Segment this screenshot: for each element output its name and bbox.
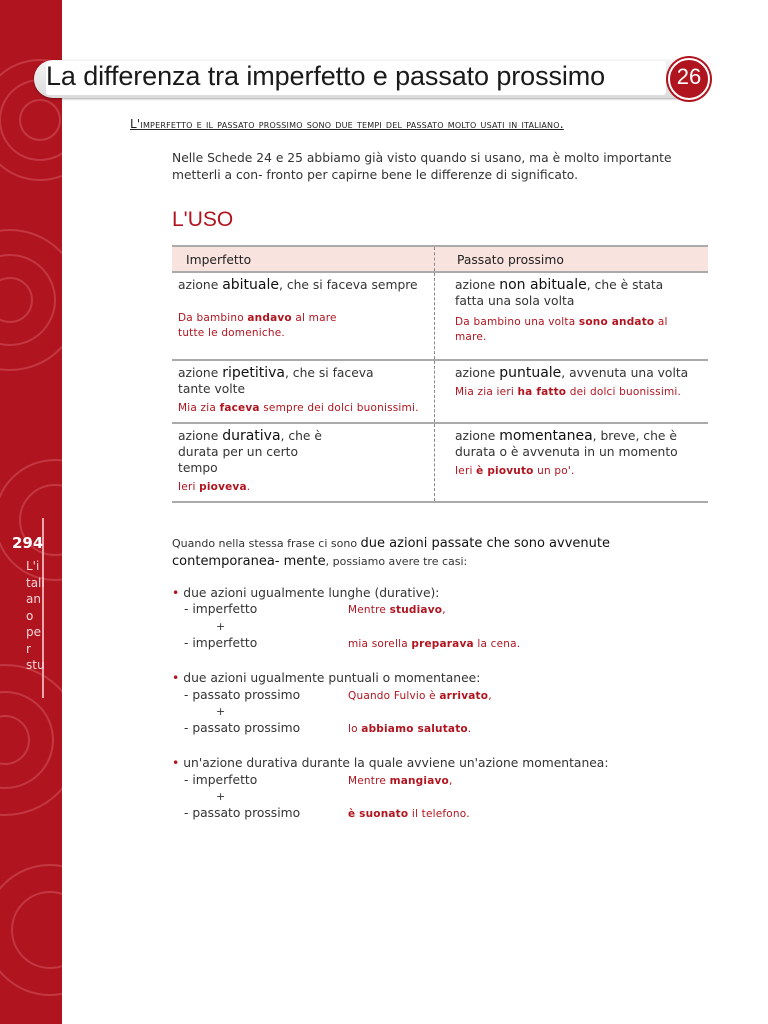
cell-text: , breve, che è durata o è avvenuta in un momento xyxy=(455,429,678,459)
cell-text: , che è stata fatta una sola volta xyxy=(455,278,664,308)
table-cell xyxy=(435,272,709,360)
example-verb: studiavo xyxy=(389,604,443,616)
cell-text: azione xyxy=(455,278,500,292)
cell-text: , che si faceva tante volte xyxy=(178,366,374,396)
table-cell xyxy=(435,360,709,423)
sidebar-text-line: stu xyxy=(26,658,45,672)
case-example xyxy=(348,723,471,735)
example-text: al mare. xyxy=(455,316,668,343)
example-text: mia sorella xyxy=(348,638,412,650)
case-example xyxy=(348,604,446,616)
example-text: la cena. xyxy=(473,638,521,650)
subtitle: L'imperfetto e il passato prossimo sono due tempi del passato molto usati in italiano. xyxy=(130,117,564,131)
note-text: , possiamo avere tre casi: xyxy=(325,555,468,568)
table-cell xyxy=(435,423,709,502)
chapter-number: 26 xyxy=(676,64,702,89)
example-text: Mia zia xyxy=(178,402,220,414)
example-verb: faceva xyxy=(219,402,260,414)
case-tense: - imperfetto xyxy=(184,636,258,650)
plus-sign: + xyxy=(216,620,226,633)
example-text: Quando Fulvio è xyxy=(348,690,440,702)
circles-pattern-icon xyxy=(0,0,62,1024)
cell-text: azione xyxy=(178,366,223,380)
example-verb: preparava xyxy=(411,638,474,650)
sidebar-text-line: r xyxy=(26,641,31,656)
case-tense: - passato prossimo xyxy=(184,806,301,820)
case-heading xyxy=(172,585,439,602)
cell-text: azione xyxy=(455,366,500,380)
sidebar-text-line: L'i xyxy=(26,559,40,573)
cell-text: azione xyxy=(178,278,223,292)
decorative-sidebar xyxy=(0,0,62,1024)
case-tense: - imperfetto xyxy=(184,602,258,616)
case-example xyxy=(348,690,492,702)
sidebar-text-line: an xyxy=(26,592,41,606)
case-heading-text: un'azione durativa durante la quale avviene un'azione momentanea: xyxy=(183,756,609,770)
example-verb: mangiavo xyxy=(389,775,449,787)
cell-text: , avvenuta una volta xyxy=(561,366,689,380)
example-text: lo xyxy=(348,723,362,735)
cell-keyword: non abituale xyxy=(499,277,587,293)
example-text: , xyxy=(488,690,492,702)
example-text: Mia zia ieri xyxy=(455,386,518,398)
column-header-passato-prossimo: Passato prossimo xyxy=(435,246,709,272)
cell-text: , che è durata per un certo tempo xyxy=(178,429,322,475)
example-verb: andavo xyxy=(247,312,292,324)
sidebar-text-line: tali xyxy=(26,575,45,590)
example-text: il telefono. xyxy=(408,808,470,820)
example-text: Da bambino una volta xyxy=(455,316,579,328)
cell-keyword: durativa xyxy=(222,428,281,444)
case-example xyxy=(348,638,520,650)
cell-text: , che si faceva sempre xyxy=(279,278,418,292)
cell-keyword: puntuale xyxy=(499,365,562,381)
example-text: , xyxy=(442,604,446,616)
case-example xyxy=(348,808,470,820)
section-title: L'USO xyxy=(172,208,234,231)
contemporaneous-note xyxy=(172,535,622,571)
case-heading-text: due azioni ugualmente lunghe (durative): xyxy=(183,586,440,600)
table-cell xyxy=(172,423,435,502)
example-text: . xyxy=(246,481,251,493)
example-text: un po'. xyxy=(533,465,575,477)
example-verb: sono andato xyxy=(578,316,655,328)
table-cell xyxy=(172,272,435,360)
note-text: Quando nella stessa frase ci sono xyxy=(172,537,361,550)
case-heading xyxy=(172,755,609,772)
bullet-icon: • xyxy=(172,756,180,770)
sidebar-text-line: o xyxy=(26,608,34,623)
cell-keyword: momentanea xyxy=(499,428,593,444)
example-text: Ieri xyxy=(455,465,477,477)
example-text: Ieri xyxy=(178,481,200,493)
cell-text: azione xyxy=(178,429,223,443)
cell-keyword: ripetitiva xyxy=(222,365,285,381)
example-text: Da bambino xyxy=(178,312,248,324)
case-heading xyxy=(172,670,480,687)
intro-paragraph: Nelle Schede 24 e 25 abbiamo già visto quando si usano, ma è molto importante metterli a con- fronto per capirne bene le differenze di significato. xyxy=(172,151,672,182)
usage-table xyxy=(172,245,708,503)
plus-sign: + xyxy=(216,790,226,803)
example-text: , xyxy=(448,775,453,787)
case-tense: - imperfetto xyxy=(184,773,258,787)
page-number: 294 xyxy=(12,534,44,552)
sidebar-text-line: pe xyxy=(26,625,41,639)
case-heading-text: due azioni ugualmente puntuali o momentanee: xyxy=(183,671,481,685)
note-highlight: due azioni passate che sono avvenute contemporanea- mente xyxy=(172,536,610,569)
table-header-row xyxy=(172,246,708,272)
example-text: . xyxy=(467,723,472,735)
example-text: dei dolci buonissimi. xyxy=(566,386,682,398)
table-row xyxy=(172,360,708,423)
case-tense: - passato prossimo xyxy=(184,688,301,702)
sidebar-book-title xyxy=(26,558,46,674)
example-verb: è piovuto xyxy=(476,465,534,477)
page-title: La differenza tra imperfetto e passato prossimo xyxy=(46,61,606,91)
case-tense: - passato prossimo xyxy=(184,721,301,735)
cell-text: azione xyxy=(455,429,500,443)
plus-sign: + xyxy=(216,705,226,718)
table-row xyxy=(172,423,708,502)
cell-keyword: abituale xyxy=(222,277,280,293)
table-cell xyxy=(172,360,435,423)
example-verb: abbiamo salutato xyxy=(361,723,468,735)
example-text: Mentre xyxy=(348,775,390,787)
case-example xyxy=(348,775,453,787)
example-text: Mentre xyxy=(348,604,390,616)
bullet-icon: • xyxy=(172,671,180,685)
table-row xyxy=(172,272,708,360)
example-verb: arrivato xyxy=(439,690,489,702)
example-verb: pioveva xyxy=(199,481,247,493)
example-text: al mare tutte le domeniche. xyxy=(178,312,337,339)
example-text: sempre dei dolci buonissimi. xyxy=(259,402,419,414)
example-verb: ha fatto xyxy=(517,386,567,398)
bullet-icon: • xyxy=(172,586,180,600)
example-verb: è suonato xyxy=(348,808,409,820)
column-header-imperfetto: Imperfetto xyxy=(172,246,435,272)
